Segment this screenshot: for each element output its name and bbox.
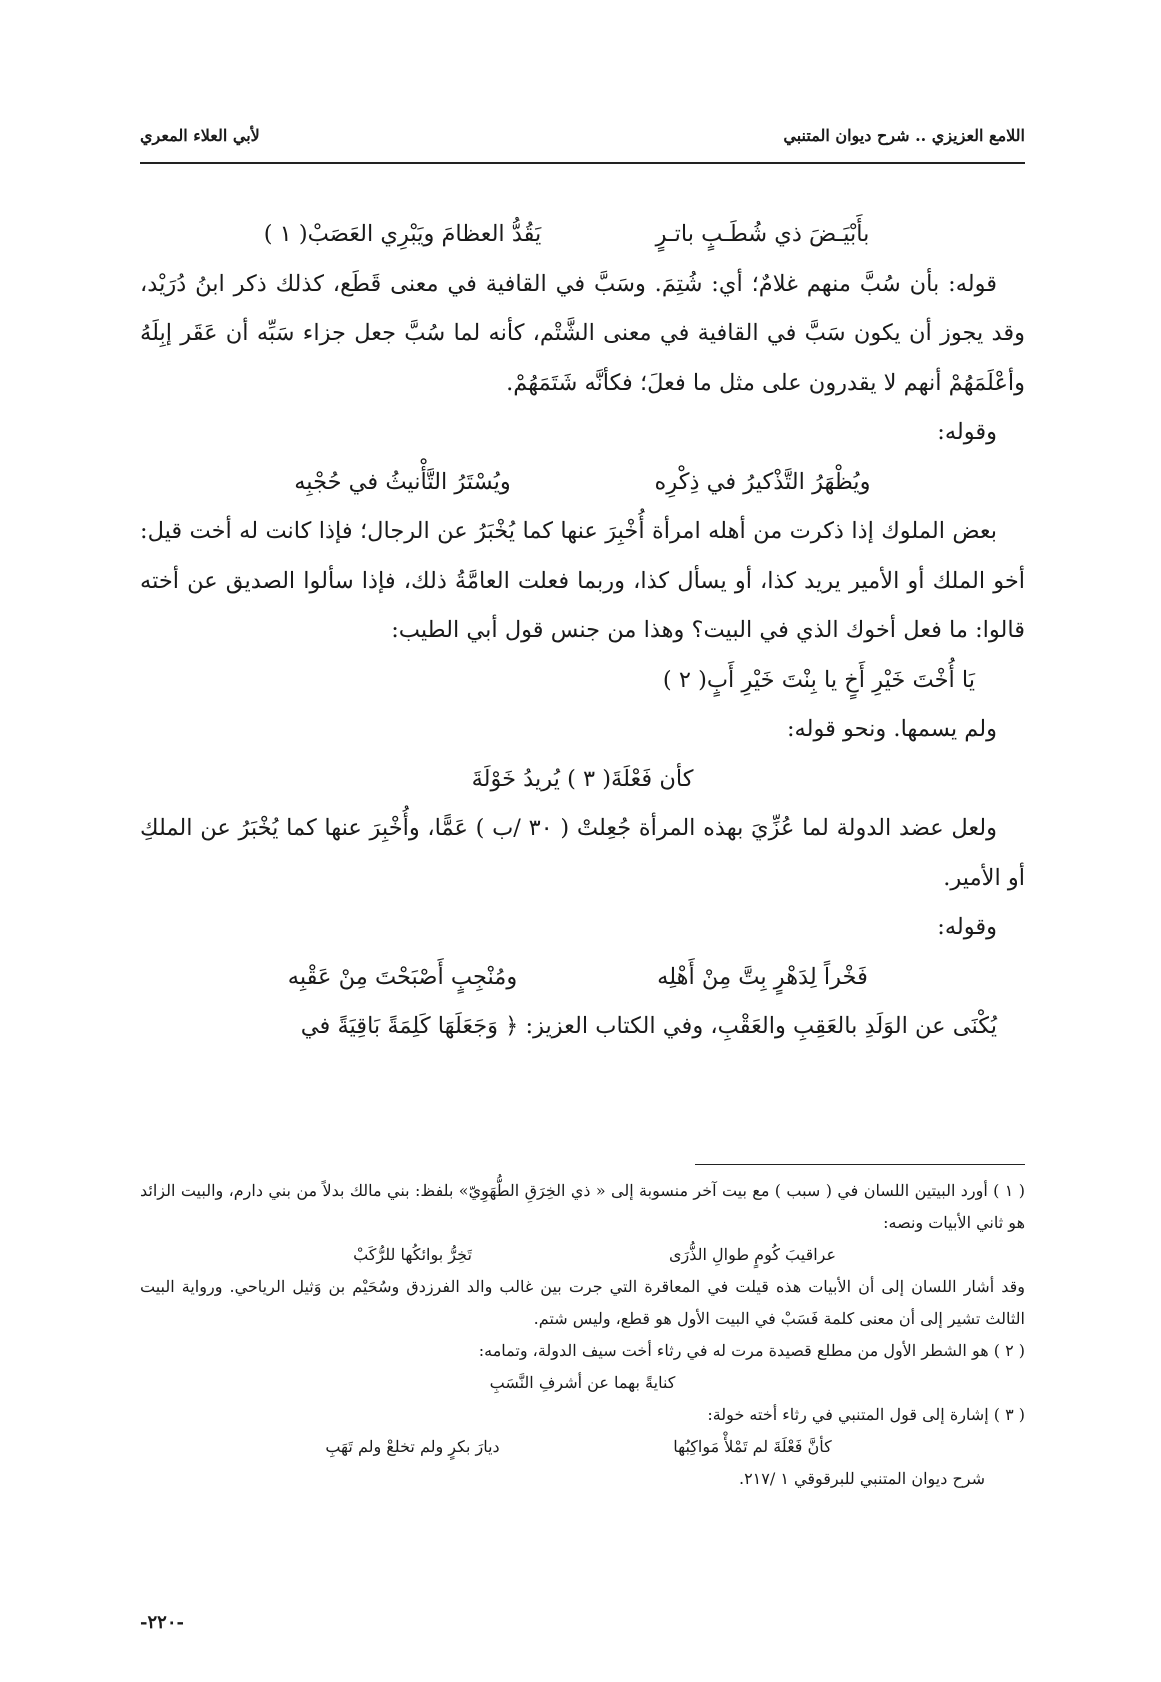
paragraph-5: يُكْنَى عن الوَلَدِ بالعَقِبِ والعَقْبِ، وفي الكتاب العزيز: ﴿ وَجَعَلَهَا كَلِمَةً بَاقِيَةً في [300, 1013, 997, 1039]
footnote-1: ( ١ ) أورد البيتين اللسان في ( سبب ) مع بيت آخر منسوبة إلى « ذي الخِرَقِ الطُّهَوِيّ» بلفظ: بني مالك بدلاً من بني دارم، والبيت الزائد هو ثاني الأبيات ونصه: [140, 1181, 1026, 1232]
footnote-3-verse-second: ديارَ بكرٍ ولم تخلعْ ولم تَهَبِ [325, 1437, 500, 1456]
verse-3 [140, 953, 1025, 1003]
verse-1 [140, 210, 1025, 260]
footnote-1-continued: وقد أشار اللسان إلى أن الأبيات هذه قيلت في المعاقرة التي جرت بين غالب والد الفرزدق وسُحَيْم بن وَثيل الرياحي. ورواية البيت الثالث تشير إلى أن معنى كلمة فَسَبْ في البيت الأول هو قطع، وليس شتم. [140, 1277, 1025, 1328]
page-number: -٢٢٠- [140, 1612, 184, 1633]
paragraph-1: قوله: بأن سُبَّ منهم غلامٌ؛ أي: شُتِمَ. وسَبَّ في القافية في معنى قَطَع، كذلك ذكر ابنُ دُرَيْد، وقد يجوز أن يكون سَبَّ في القافية في معنى الشَّتْم، كأنه لما سُبَّ جعل جزاء سَبِّه أن عَقَر إبِلَهُ وأعْلَمَهُمْ أنهم لا يقدرون على مثل ما فعلَ؛ فكأنَّه شَتَمَهُمْ. [140, 270, 1025, 396]
footnotes [140, 1175, 1025, 1495]
footnote-1-verse-second: تَخِرُّ بوائكُها للرُّكَبْ [353, 1245, 472, 1264]
footnote-3-verse [140, 1431, 1025, 1463]
verse-2-first-hemistich: ويُظْهَرُ التَّذْكيرُ في ذِكْرِه [654, 468, 871, 495]
footnote-3-verse-first: كأنَّ فَعْلَةَ لم تَمْلأْ مَواكِبُها [673, 1437, 832, 1456]
half-verse-1: يَا أُخْتَ خَيْرِ أَخٍ يا بِنْتَ خَيْرِ أَبٍ( ٢ ) [662, 666, 975, 693]
header-author: لأبي العلاء المعري [140, 125, 260, 145]
verse-1-second-hemistich: يَقُدُّ العظامَ ويَبْرِي العَصَبْ( ١ ) [263, 221, 542, 247]
verse-2 [140, 458, 1025, 508]
verse-2-second-hemistich: ويُسْتَرُ التَّأْنيثُ في حُجْبِه [294, 468, 511, 495]
running-header [140, 118, 1025, 152]
footnote-2: ( ٢ ) هو الشطر الأول من مطلع قصيدة مرت له في رثاء أخت سيف الدولة، وتمامه: [478, 1341, 1025, 1360]
footnote-1-verse-first: عراقيبَ كُومٍ طوالِ الذُّرَى [668, 1245, 837, 1264]
half-verse-2: كأن فَعْلَةَ( ٣ ) يُريدُ خَوْلَةَ [471, 765, 694, 792]
paragraph-3: ولم يسمها. ونحو قوله: [786, 716, 997, 742]
footnote-rule [695, 1164, 1025, 1165]
main-text [140, 210, 1025, 1052]
header-book-title: اللامع العزيزي .. شرح ديوان المتنبي [783, 125, 1025, 145]
header-rule [140, 162, 1025, 164]
footnote-3: ( ٣ ) إشارة إلى قول المتنبي في رثاء أخته خولة: [707, 1405, 1025, 1424]
paragraph-4: ولعل عضد الدولة لما عُزِّيَ بهذه المرأة جُعِلتْ ( ٣٠ /ب ) عَمًّا، وأُخْبِرَ عنها كما يُخْبَرُ عن الملكِ أو الأمير. [140, 815, 1025, 891]
verse-1-first-hemistich: بأَبْيَـضَ ذي شُطَـبٍ باتـرٍ [655, 221, 870, 247]
paragraph-2: بعض الملوك إذا ذكرت من أهله امرأة أُخْبِرَ عنها كما يُخْبَرُ عن الرجال؛ فإذا كانت له أخت قيل: أخو الملك أو الأمير يريد كذا، أو يسأل كذا، وربما فعلت العامَّةُ ذلك، فإذا سألوا الصديق عن أخته قالوا: ما فعل أخوك الذي في البيت؟ وهذا من جنس قول أبي الطيب: [140, 518, 1025, 643]
label-wa-qawluh-1: وقوله: [937, 419, 997, 445]
footnote-3-source: شرح ديوان المتنبي للبرقوقي ١ /٢١٧. [738, 1469, 985, 1488]
verse-3-second-hemistich: ومُنْجِبٍ أَصْبَحْتَ مِنْ عَقْبِه [287, 963, 518, 990]
footnote-1-verse [140, 1239, 1025, 1271]
footnote-2-verse: كنايةً بهما عن أشرفِ النَّسَبِ [489, 1373, 676, 1392]
verse-3-first-hemistich: فَخْراً لِدَهْرٍ بِتَّ مِنْ أَهْلِه [657, 963, 868, 990]
label-wa-qawluh-2: وقوله: [937, 914, 997, 940]
